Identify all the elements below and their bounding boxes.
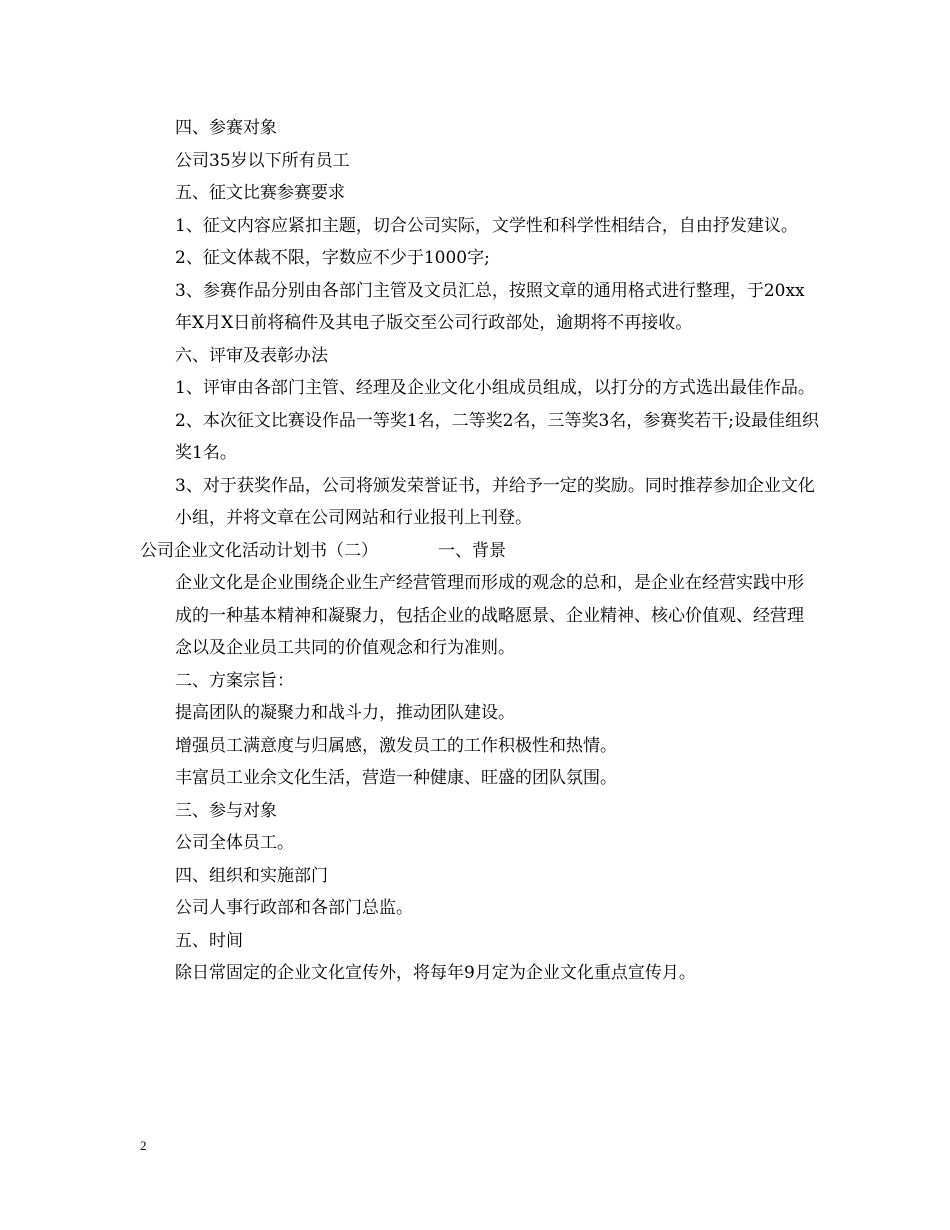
heading-time: 五、时间 xyxy=(175,930,243,951)
document-body xyxy=(140,112,820,990)
page-number: 2 xyxy=(140,1138,147,1153)
paragraph: 丰富员工业余文化生活，营造一种健康、旺盛的团队氛围。 xyxy=(175,768,617,788)
paragraph: 增强员工满意度与归属感，激发员工的工作积极性和热情。 xyxy=(175,735,617,756)
heading-participants: 四、参赛对象 xyxy=(175,118,277,138)
heading-purpose: 二、方案宗旨： xyxy=(175,670,294,691)
paragraph: 企业文化是企业围绕企业生产经营管理而形成的观念的总和，是企业在经营实践中形成的一种基本精神和凝聚力，包括企业的战略愿景、企业精神、核心价值观、经营理念以及企业员工共同的价值观念和行为准则。 xyxy=(175,573,804,658)
heading-requirements: 五、征文比赛参赛要求 xyxy=(175,183,345,203)
paragraph: 3、参赛作品分别由各部门主管及文员汇总，按照文章的通用格式进行整理，于20xx年X月X日前将稿件及其电子版交至公司行政部处，逾期将不再接收。 xyxy=(175,280,805,333)
heading-background: 一、背景 xyxy=(438,540,506,561)
section-title: 公司企业文化活动计划书（二） xyxy=(140,540,378,561)
paragraph: 公司全体员工。 xyxy=(175,833,294,853)
paragraph: 2、本次征文比赛设作品一等奖1名，二等奖2名，三等奖3名，参赛奖若干;设最佳组织奖1名。 xyxy=(175,410,819,463)
paragraph: 3、对于获奖作品，公司将颁发荣誉证书，并给予一定的奖励。同时推荐参加企业文化小组，并将文章在公司网站和行业报刊上刊登。 xyxy=(175,475,815,528)
paragraph: 1、征文内容应紧扣主题，切合公司实际，文学性和科学性相结合，自由抒发建议。 xyxy=(175,215,798,236)
heading-organizer: 四、组织和实施部门 xyxy=(175,865,328,886)
paragraph: 提高团队的凝聚力和战斗力，推动团队建设。 xyxy=(175,703,515,723)
paragraph: 公司人事行政部和各部门总监。 xyxy=(175,898,413,918)
paragraph: 2、征文体裁不限，字数应不少于1000字; xyxy=(175,248,490,268)
section-title-line xyxy=(140,535,820,568)
paragraph: 除日常固定的企业文化宣传外，将每年9月定为企业文化重点宣传月。 xyxy=(175,963,696,983)
heading-target: 三、参与对象 xyxy=(175,800,277,821)
paragraph: 公司35岁以下所有员工 xyxy=(175,150,350,171)
heading-review: 六、评审及表彰办法 xyxy=(175,345,328,366)
paragraph: 1、评审由各部门主管、经理及企业文化小组成员组成，以打分的方式选出最佳作品。 xyxy=(175,378,815,398)
